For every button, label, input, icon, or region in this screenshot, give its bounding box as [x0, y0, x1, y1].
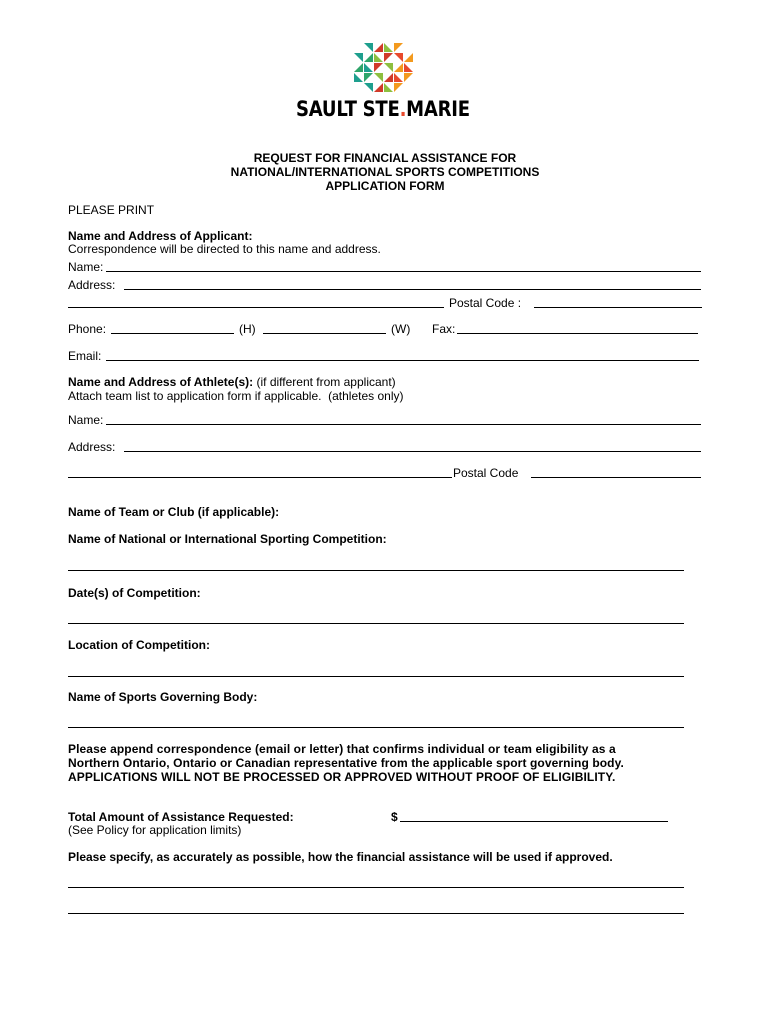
logo-tile — [364, 63, 373, 72]
logo-tile — [374, 73, 383, 82]
logo-tile — [394, 73, 403, 82]
logo-tile — [404, 63, 413, 72]
logo-tile — [394, 53, 403, 62]
logo-tile — [394, 63, 403, 72]
logo-tile — [384, 83, 393, 92]
applicant-note: Correspondence will be directed to this name and address. — [68, 242, 381, 256]
athlete-address-label: Address: — [68, 440, 116, 454]
logo-tile — [394, 43, 403, 52]
athlete-name-label: Name: — [68, 413, 104, 427]
logo-tile — [354, 63, 363, 72]
fax-label: Fax: — [432, 322, 456, 336]
phone-home-label: (H) — [239, 322, 256, 336]
eligibility-notice-line-2: Northern Ontario, Ontario or Canadian representative from the applicable sport governing body. — [68, 756, 624, 770]
competition-location-label: Location of Competition: — [68, 638, 210, 652]
eligibility-notice-line-1: Please append correspondence (email or letter) that confirms individual or team eligibility as a — [68, 742, 616, 756]
athlete-postal-code-label: Postal Code — [453, 466, 519, 480]
competition-dates-label: Date(s) of Competition: — [68, 586, 201, 600]
logo-tile — [374, 53, 383, 62]
please-print-note: PLEASE PRINT — [68, 203, 155, 217]
athlete-address-field[interactable] — [124, 451, 701, 452]
logo-tile — [354, 73, 363, 82]
logo-tile — [374, 43, 383, 52]
email-field[interactable] — [106, 360, 699, 361]
applicant-name-label: Name: — [68, 260, 104, 274]
logo-tile — [394, 83, 403, 92]
athlete-note: Attach team list to application form if applicable. (athletes only) — [68, 389, 404, 403]
logo-tile — [374, 83, 383, 92]
logo-tile — [404, 73, 413, 82]
amount-requested-field[interactable] — [400, 821, 668, 822]
form-title-line-1: REQUEST FOR FINANCIAL ASSISTANCE FOR — [253, 151, 517, 165]
logo-tile — [364, 43, 373, 52]
athlete-address-field-2[interactable] — [68, 477, 452, 478]
phone-work-field[interactable] — [263, 333, 386, 334]
amount-limits-note: (See Policy for application limits) — [68, 823, 242, 837]
phone-home-field[interactable] — [111, 333, 234, 334]
applicant-address-field[interactable] — [124, 289, 701, 290]
team-name-label: Name of Team or Club (if applicable): — [68, 505, 280, 519]
governing-body-label: Name of Sports Governing Body: — [68, 690, 258, 704]
email-label: Email: — [68, 349, 102, 363]
amount-currency-symbol: $ — [391, 810, 398, 824]
fax-field[interactable] — [457, 333, 698, 334]
competition-dates-field[interactable] — [68, 623, 684, 624]
applicant-address-field-2[interactable] — [68, 307, 444, 308]
amount-requested-label: Total Amount of Assistance Requested: — [68, 810, 294, 824]
assistance-usage-field-1[interactable] — [68, 887, 684, 888]
form-title-line-2: NATIONAL/INTERNATIONAL SPORTS COMPETITIONS — [230, 165, 540, 179]
assistance-usage-label: Please specify, as accurately as possible, how the financial assistance will be used if approved. — [68, 850, 613, 864]
applicant-postal-code-label: Postal Code : — [449, 296, 522, 310]
logo-tile — [354, 53, 363, 62]
logo-tile — [374, 63, 383, 72]
form-title-line-3: APPLICATION FORM — [325, 179, 445, 193]
logo-tile — [364, 53, 373, 62]
applicant-name-field[interactable] — [106, 271, 701, 272]
logo-tile — [384, 43, 393, 52]
logo-tile — [364, 83, 373, 92]
phone-label: Phone: — [68, 322, 107, 336]
assistance-usage-field-2[interactable] — [68, 913, 684, 914]
athlete-heading: Name and Address of Athlete(s): — [68, 375, 254, 389]
phone-work-label: (W) — [391, 322, 411, 336]
athlete-postal-code-field[interactable] — [531, 477, 701, 478]
logo-tile — [384, 63, 393, 72]
competition-name-label: Name of National or International Sporting Competition: — [68, 532, 387, 546]
applicant-heading: Name and Address of Applicant: — [68, 229, 253, 243]
competition-location-field[interactable] — [68, 676, 684, 677]
logo-tile — [404, 53, 413, 62]
applicant-postal-code-field[interactable] — [534, 307, 702, 308]
governing-body-field[interactable] — [68, 727, 684, 728]
sault-ste-marie-logo — [352, 43, 416, 93]
logo-wordmark: SAULT STE.MARIE — [296, 97, 470, 121]
logo-tile — [384, 53, 393, 62]
logo-tile — [384, 73, 393, 82]
athlete-heading-note: (if different from applicant) — [256, 375, 396, 389]
logo-tile — [364, 73, 373, 82]
eligibility-notice-line-3: APPLICATIONS WILL NOT BE PROCESSED OR APPROVED WITHOUT PROOF OF ELIGIBILITY. — [68, 770, 616, 784]
competition-name-field[interactable] — [68, 570, 684, 571]
athlete-name-field[interactable] — [106, 424, 701, 425]
athlete-heading-row — [68, 375, 396, 389]
applicant-address-label: Address: — [68, 278, 116, 292]
